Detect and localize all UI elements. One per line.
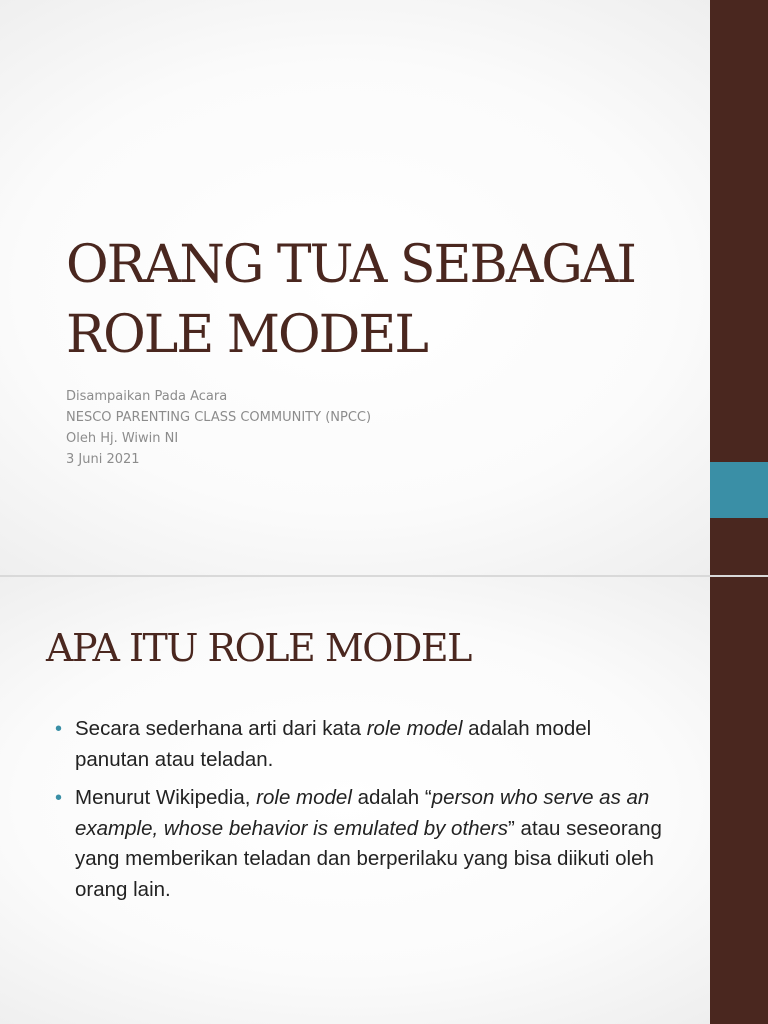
slide-title <box>66 230 686 370</box>
subtitle-presenter: Oleh Hj. Wiwin NI <box>66 431 179 446</box>
subtitle-event-name: NESCO PARENTING CLASS COMMUNITY (NPCC) <box>66 410 372 425</box>
bullet-1-text: Secara sederhana arti dari kata <box>75 717 367 740</box>
content-heading: APA ITU ROLE MODEL <box>46 626 471 670</box>
bullet-item-2 <box>52 783 662 905</box>
bullet-dot-icon: • <box>55 718 63 740</box>
subtitle-event-intro: Disampaikan Pada Acara <box>66 389 228 404</box>
bullet-1-text-end: adalah model panutan atau teladan. <box>75 717 592 771</box>
bullet-2-text-mid: adalah “ <box>351 786 432 809</box>
slide-subtitle <box>66 386 666 470</box>
bullet-1-italic: role model <box>366 717 463 740</box>
bullet-2-italic-quote: person who serve as an example, whose behavior is emulated by others <box>75 786 650 840</box>
bullet-2-text-end: ” atau seseorang yang memberikan teladan dan berperilaku yang bisa diikuti oleh orang lain. <box>75 816 662 901</box>
bullet-2-italic-term: role model <box>256 786 352 809</box>
bullet-list <box>52 714 662 913</box>
content-slide <box>0 577 768 1024</box>
subtitle-date: 3 Juni 2021 <box>66 452 140 467</box>
side-accent-block <box>710 462 768 518</box>
bullet-2-text: Menurut Wikipedia, <box>75 786 257 809</box>
slide-title-line-1: ORANG TUA SEBAGAI <box>66 235 635 295</box>
bullet-item-1 <box>52 714 662 775</box>
side-decoration-bar <box>710 577 768 1024</box>
bullet-dot-icon: • <box>55 787 63 809</box>
slide-title-line-2: ROLE MODEL <box>66 305 427 365</box>
